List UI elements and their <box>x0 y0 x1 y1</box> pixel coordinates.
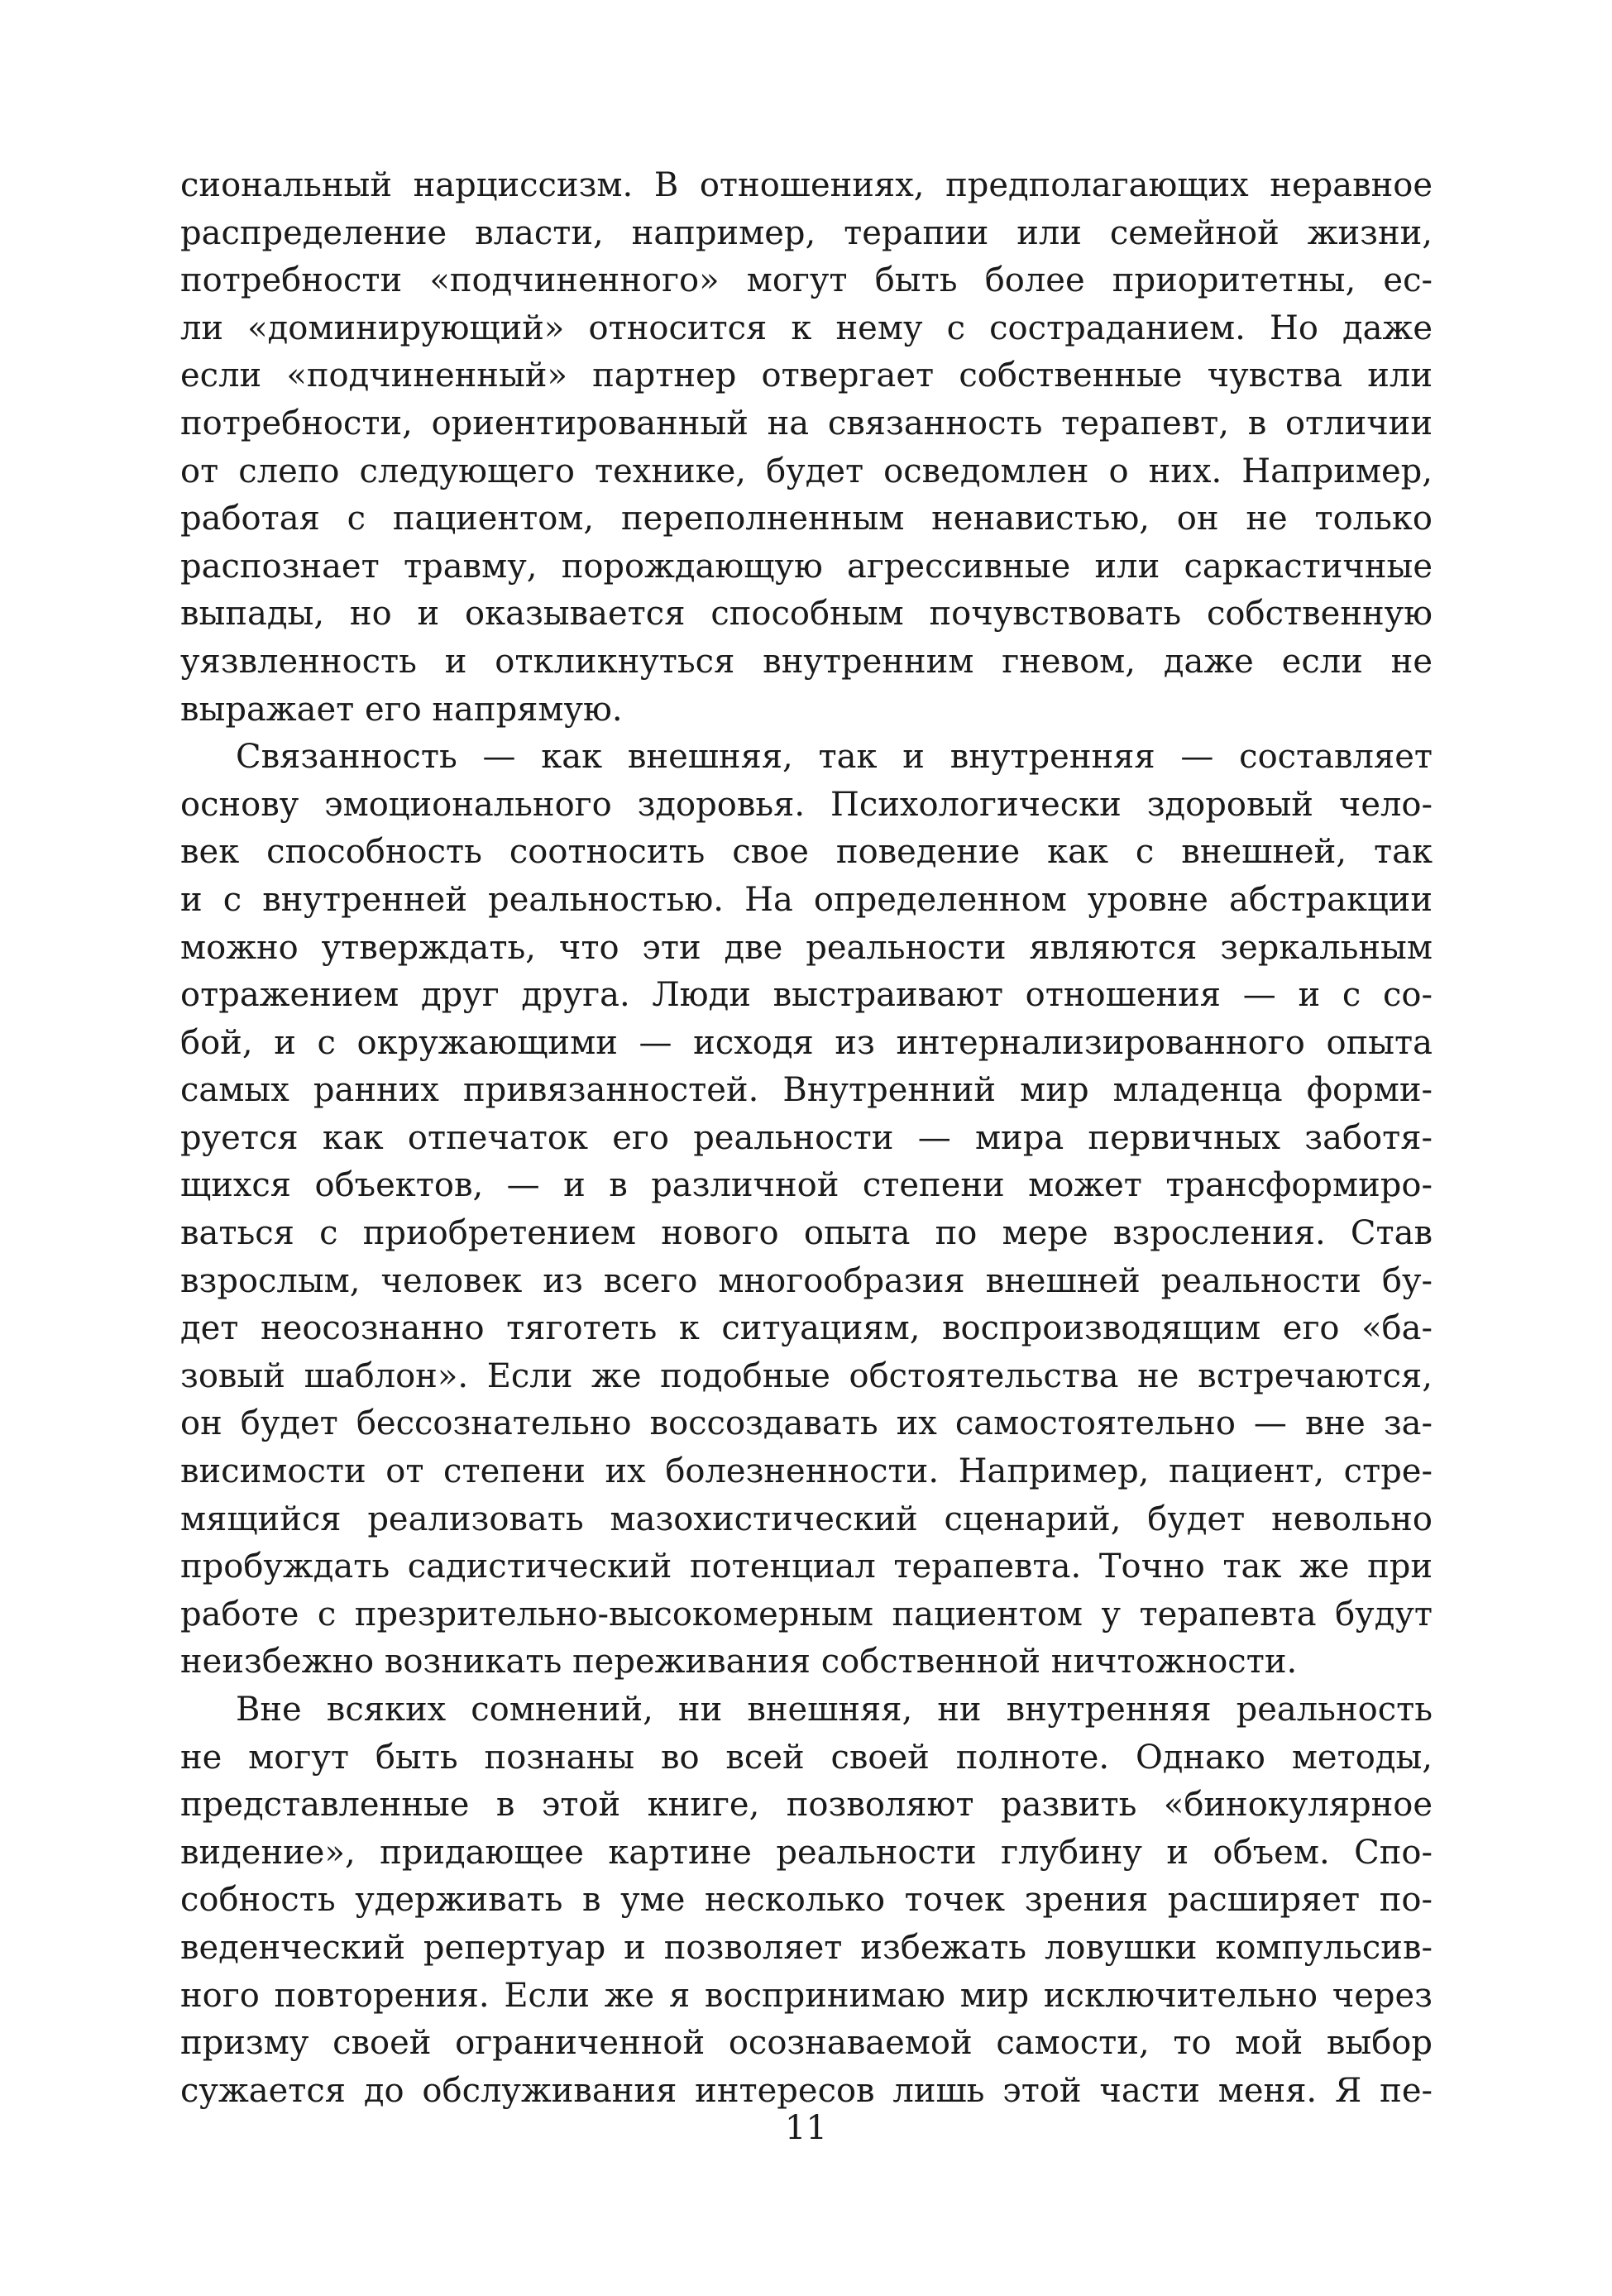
text-line: самых ранних привязанностей. Внутренний мир младенца форми- <box>180 1071 1433 1110</box>
text-line: веденческий репертуар и позволяет избежать ловушки компульсив- <box>180 1928 1433 1967</box>
paragraph-1 <box>180 162 1433 734</box>
text-line: дет неосознанно тяготеть к ситуациям, воспроизводящим его «ба- <box>180 1309 1433 1348</box>
text-line: руется как отпечаток его реальности — мира первичных заботя- <box>180 1118 1433 1157</box>
body-text <box>180 162 1433 2115</box>
text-line: уязвленность и откликнуться внутренним гневом, даже если не <box>180 642 1433 681</box>
text-line: потребности, ориентированный на связанность терапевт, в отличии <box>180 404 1433 442</box>
text-line: Вне всяких сомнений, ни внешняя, ни внутренняя реальность <box>236 1691 1433 1729</box>
page-number: 11 <box>785 2109 827 2147</box>
text-line: видение», придающее картине реальности глубину и объем. Спо- <box>180 1833 1433 1872</box>
text-line: распределение власти, например, терапии или семейной жизни, <box>180 213 1433 252</box>
text-line: неизбежно возникать переживания собственной ничтожности. <box>180 1643 1298 1681</box>
text-line: бой, и с окружающими — исходя из интернализированного опыта <box>180 1023 1433 1062</box>
paragraph-3 <box>180 1686 1433 2115</box>
text-line: ваться с приобретением нового опыта по мере взросления. Став <box>180 1214 1433 1253</box>
text-line: он будет бессознательно воссоздавать их самостоятельно — вне за- <box>180 1404 1433 1443</box>
text-line: мящийся реализовать мазохистический сценарий, будет невольно <box>180 1500 1433 1538</box>
text-line: основу эмоционального здоровья. Психологически здоровый чело- <box>180 785 1433 824</box>
text-line: если «подчиненный» партнер отвергает собственные чувства или <box>180 356 1433 395</box>
text-line: щихся объектов, — и в различной степени может трансформиро- <box>180 1166 1433 1205</box>
text-line: выражает его напрямую. <box>180 690 623 729</box>
text-line: представленные в этой книге, позволяют развить «бинокулярное <box>180 1786 1433 1825</box>
text-line: ли «доминирующий» относится к нему с состраданием. Но даже <box>180 309 1433 347</box>
text-line: потребности «подчиненного» могут быть более приоритетны, ес- <box>180 261 1433 300</box>
text-line: висимости от степени их болезненности. Например, пациент, стре- <box>180 1452 1433 1491</box>
text-line: собность удерживать в уме несколько точек зрения расширяет по- <box>180 1881 1433 1920</box>
text-line: ного повторения. Если же я воспринимаю мир исключительно через <box>180 1976 1433 2015</box>
text-line: и с внутренней реальностью. На определенном уровне абстракции <box>180 880 1433 919</box>
text-line: призму своей ограниченной осознаваемой самости, то мой выбор <box>180 2024 1433 2063</box>
text-line: отражением друг друга. Люди выстраивают отношения — и с со- <box>180 976 1433 1015</box>
text-line: Связанность — как внешняя, так и внутренняя — составляет <box>236 738 1433 777</box>
text-line: не могут быть познаны во всей своей полноте. Однако методы, <box>180 1738 1433 1777</box>
text-line: от слепо следующего технике, будет осведомлен о них. Например, <box>180 452 1433 490</box>
text-line: зовый шаблон». Если же подобные обстоятельства не встречаются, <box>180 1356 1433 1395</box>
text-line: работая с пациентом, переполненным ненавистью, он не только <box>180 500 1433 538</box>
text-line: распознает травму, порождающую агрессивные или саркастичные <box>180 547 1433 586</box>
text-line: сиональный нарциссизм. В отношениях, предполагающих неравное <box>180 166 1433 204</box>
text-line: пробуждать садистический потенциал терапевта. Точно так же при <box>180 1547 1433 1586</box>
text-line: работе с презрительно-высокомерным пациентом у терапевта будут <box>180 1595 1433 1634</box>
text-line: век способность соотносить свое поведение как с внешней, так <box>180 833 1433 872</box>
text-line: сужается до обслуживания интересов лишь этой части меня. Я пе- <box>180 2071 1433 2110</box>
text-line: можно утверждать, что эти две реальности являются зеркальным <box>180 928 1433 967</box>
text-line: взрослым, человек из всего многообразия внешней реальности бу- <box>180 1261 1433 1300</box>
text-line: выпады, но и оказывается способным почувствовать собственную <box>180 595 1433 634</box>
paragraph-2 <box>180 734 1433 1686</box>
